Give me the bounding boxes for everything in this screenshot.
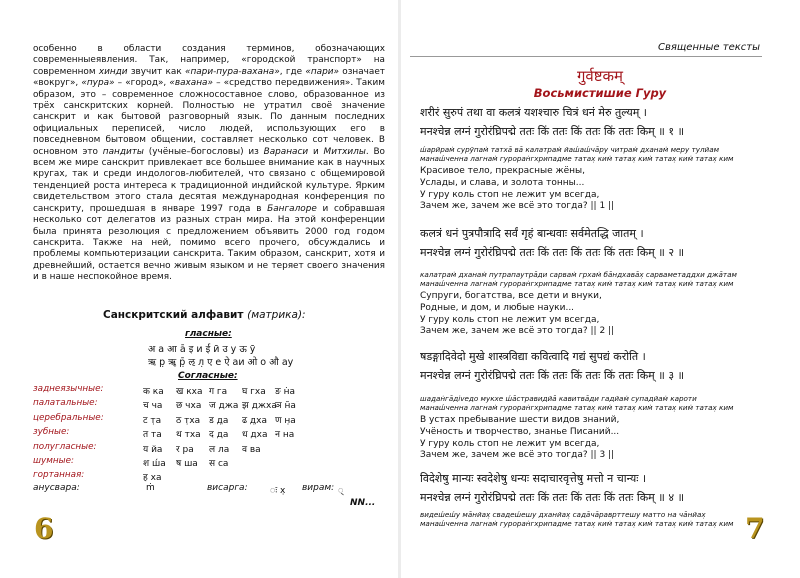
anusvara-label: анусвара: [33,483,80,493]
paragraph-text: (учёные–богословы) из [143,146,264,157]
consonant-row [143,398,308,411]
consonant-row [143,427,308,440]
stanza-translation-line: Зачем же, зачем же всё это тогда? || 2 || [420,326,615,337]
alphabet-title [103,309,306,321]
stanza-transliteration-line-1: калатрам̇ дханам̇ путрапаутра̄ди сарвам̇ грхам̇ ба̄ндхава̄х̣ сарваметаддхи джа̄там [420,270,737,279]
consonant-letter: च ча [143,401,163,412]
paragraph-italic-term: «пура» [81,78,115,89]
right-page [400,0,800,578]
consonant-letter: ग га [209,387,228,397]
stanza-translation-line: В устах пребывание шести видов знаний, [420,415,620,425]
alphabet-title-note: (матрика): [247,309,306,321]
consonant-letter: ङ н̇а [275,387,295,397]
body-paragraph [33,44,385,284]
vowels-row-2: ऋ р̣ ॠ р̣̄ ऌ л̣ ए е ऐ аи ओ о औ ау [148,357,294,368]
consonant-row [143,470,176,483]
consonant-row [143,442,275,455]
stanza-translation-line: У гуру коль стоп не лежит ум всегда, [420,314,600,325]
consonant-group-label: гортанная: [33,470,85,481]
consonant-letter: ध дха [242,430,268,441]
paragraph-text: звучит как [127,66,185,77]
consonant-letter: ञ н̃а [275,401,296,412]
title-devanagari: गुर्वष्टकम् [576,67,624,85]
stanza-devanagari-line-2: मनश्चेन्न लग्नं गुरोरंघ्रिपद्मे ततः किं ततः किं ततः किं ततः किम् ॥ २ ॥ [420,246,685,259]
anusvara-value: ṁ [146,483,155,493]
consonant-letter: त та [143,430,162,441]
paragraph-text: особенно в области создания терминов, обозначающих современные [33,44,385,66]
visarga-value: ः х̣ [270,486,286,496]
consonant-letter: र ра [176,444,194,455]
consonant-letter: य йа [143,444,163,455]
header-rule [410,56,762,57]
stanza-devanagari-line-2: मनश्चेन्न लग्नं गुरोरंघ्रिपद्मे ततः किं ततः किं ततः किं ततः किम् ॥ ३ ॥ [420,369,685,382]
consonant-letter: ढ д̣ха [242,415,267,426]
paragraph-italic-term: «пари-пура-вахана» [184,66,280,77]
paragraph-text: – «город», [114,78,170,89]
stanza-transliteration-line-2: манаш́ченна лагнам̇ гуроран̇гхрипадме татах̣ ким̇ татах̣ ким̇ татах̣ ким̇ татах̣ ким [420,403,734,412]
title-russian: Восьмистишие Гуру [533,86,667,100]
stanza-translation-line: Красивое тело, прекрасные жёны, [420,166,586,176]
paragraph-text: и [308,146,324,157]
stanza-devanagari-line-1: शरीरं सुरुपं तथा वा कलत्रं यशश्चारु चित्रं धनं मेरु तुल्यम् । [420,106,647,119]
vowels-heading: гласные: [185,329,232,339]
page-number-right: 7 [745,512,765,545]
virama-value: ् [338,486,344,496]
stanza-devanagari-line-2: मनश्चेन्न लग्नं गुरोरंघ्रिपद्मे ततः किं ततः किं ततः किं ततः किम् ॥ ४ ॥ [420,491,685,504]
virama-label: вирам: [302,483,335,493]
vowels-row-1: अ а आ а̄ इ и ई ӣ उ у ऊ ӯ [148,344,256,355]
consonant-letter: ड д̣а [209,415,229,426]
paragraph-text: . Во всем же мире санскрит привлекает все большее внимание как в научных кругах, так и среди индологов-любителей, что связано с общемировой тенденцией роста интереса к традиционной индийской культуре. Ярким свидетельством этого стала десятая международная конференция по санскриту, прошедшая в январе 1997 года в [33,146,385,214]
consonant-letter: ह ха [143,473,162,484]
stanza-transliteration-line-1: ш́арӣрам̇ сурӯпам̇ татха̄ ва̄ калатрам̇ йаш́аш́ча̄ру читрам̇ дханам̇ меру тулйам [420,145,720,154]
consonant-letter: ख кха [176,387,203,397]
consonant-letter: ण н̣а [275,415,296,426]
consonant-letter: थ тха [176,430,201,441]
paragraph-italic-term: Бангалоре [267,203,317,214]
stanza-translation-line: Зачем же, зачем же всё это тогда? || 3 || [420,450,615,461]
consonant-letter: झ джха [242,401,277,412]
stanza-translation-line: Зачем же, зачем же всё это тогда? || 1 || [420,201,615,212]
consonant-letter: घ гха [242,387,266,397]
consonant-letter: द да [209,430,229,441]
paragraph-text: , где [279,66,306,77]
stanza-transliteration-line-2: манаш́ченна лагнам̇ гуроран̇гхрипадме татах̣ ким̇ татах̣ ким̇ татах̣ ким̇ татах̣ ким [420,279,734,288]
consonant-group-label: зубные: [33,427,70,438]
consonant-letter: श ш́а [143,459,166,469]
running-header: Священные тексты [657,42,760,53]
stanza-devanagari-line-1: विदेशेषु मान्यः स्वदेशेषु धन्यः सदाचारवृत्तेषु मत्तो न चान्यः । [420,472,647,485]
stanza-devanagari-line-1: कलत्रं धनं पुत्रपौत्रादि सर्वं गृहं बान्धवाः सर्वमेतद्धि जातम् । [420,227,644,240]
stanza-devanagari-line-1: षडङ्गादिवेदो मुखे शास्त्रविद्या कवित्वादि गद्यं सुपद्यं करोति । [420,350,646,363]
paragraph-italic-term: пандиты [102,146,144,157]
consonants-heading: Согласные: [178,371,238,381]
paragraph-text: означает «вокруг», [33,66,385,89]
stanza-transliteration-line-2: манаш́ченна лагнам̇ гуроран̇гхрипадме татах̣ ким̇ татах̣ ким̇ татах̣ ким̇ татах̣ ким [420,154,734,163]
visarga-label: висарга: [207,483,248,493]
consonant-letter: ठ т̣ха [176,415,201,426]
vowels-block [148,343,293,369]
consonant-group-label: полугласные: [33,441,97,452]
paragraph-italic-term: Митхилы [323,146,366,157]
consonant-group-label: заднеязычные: [33,384,104,394]
stanza-translation-line: Услады, и слава, и золота тонны... [420,177,585,188]
stanza-translation-line: Родные, и дом, и любые науки... [420,302,575,313]
consonant-letter: छ чха [176,401,202,412]
stanza-translation-line: У гуру коль стоп не лежит ум всегда, [420,189,600,200]
page-number-left: 6 [34,512,54,545]
stanza-translation-line: У гуру коль стоп не лежит ум всегда, [420,438,600,449]
paragraph-italic-term: «пари» [305,66,339,77]
consonant-group-label: церебральные: [33,412,104,423]
paragraph-text: – «средство передвижения». Таким образом, это – современное сложносоставное слово, образованное из трёх санскритских корней. Полностью не утратил своё значение санскрит и как бытовой разговорный язык. По данным последних официальных переписей, число людей, использующих его в повседневном бытовом общении, составляет несколько сот человек. В основном это [33,78,385,157]
paragraph-italic-term: Варанаси [263,146,309,157]
stanza-transliteration-line-1: видеш́еш́у ма̄нйах̣ свадеш́ешу дханйах̣ садāча̄раврттешу матто на ча̄нйах̣ [420,510,706,519]
alphabet-title-text: Санскритский алфавит [103,309,244,321]
continuation-mark: NN... [350,498,376,508]
paragraph-text: явления. Так, например, «городской транспорт» на современном [33,55,385,77]
consonant-row [143,384,308,397]
consonant-group-label: шумные: [33,456,74,466]
consonant-row [143,456,242,469]
consonant-letter: व ва [242,444,261,455]
consonant-letter: ट т̣а [143,415,162,426]
paragraph-text: и собравшая несколько сот делегатов из разных стран мира. На этой конференции была принята резолюция с предложением объявить 2000 год годом санскрита. Также на ней, помимо всего прочего, обсуждались и проблемы компьютеризации санскрита. Таким образом, санскрит, хотя и древнейший, остается вечно живым языком и не теряет своего значения и в наше неспокойное время. [33,203,385,283]
paragraph-italic-term: хинди [98,66,128,77]
stanza-devanagari-line-2: मनश्चेन्न लग्नं गुरोरंघ्रिपद्मे ततः किं ततः किं ततः किं ततः किम् ॥ १ ॥ [420,125,685,138]
consonant-letter: ल ла [209,444,230,455]
stanza-translation-line: Супруги, богатства, все дети и внуки, [420,291,602,301]
consonant-letter: न на [275,430,295,441]
stanza-transliteration-line-2: манаш́ченна лагнам̇ гуроран̇гхрипадме татах̣ ким̇ татах̣ ким̇ татах̣ ким̇ татах̣ ким [420,519,734,528]
consonant-row [143,413,308,426]
stanza-transliteration-line-1: шад̣ан̇га̄дivедо мукхе ш́а̄стравидйа̄ кавитва̄ди гадйам̇ супадйам̇ кароти [420,394,697,403]
consonant-letter: क ка [143,387,164,397]
consonant-group-label: палатальные: [33,398,98,409]
paragraph-italic-term: «вахана» [169,78,213,89]
consonant-letter: स са [209,459,229,469]
consonant-letter: ष ша [176,459,198,469]
stanza-translation-line: Учёность и творчество, знанье Писаний... [420,426,620,437]
consonant-letter: ज джа [209,401,239,412]
